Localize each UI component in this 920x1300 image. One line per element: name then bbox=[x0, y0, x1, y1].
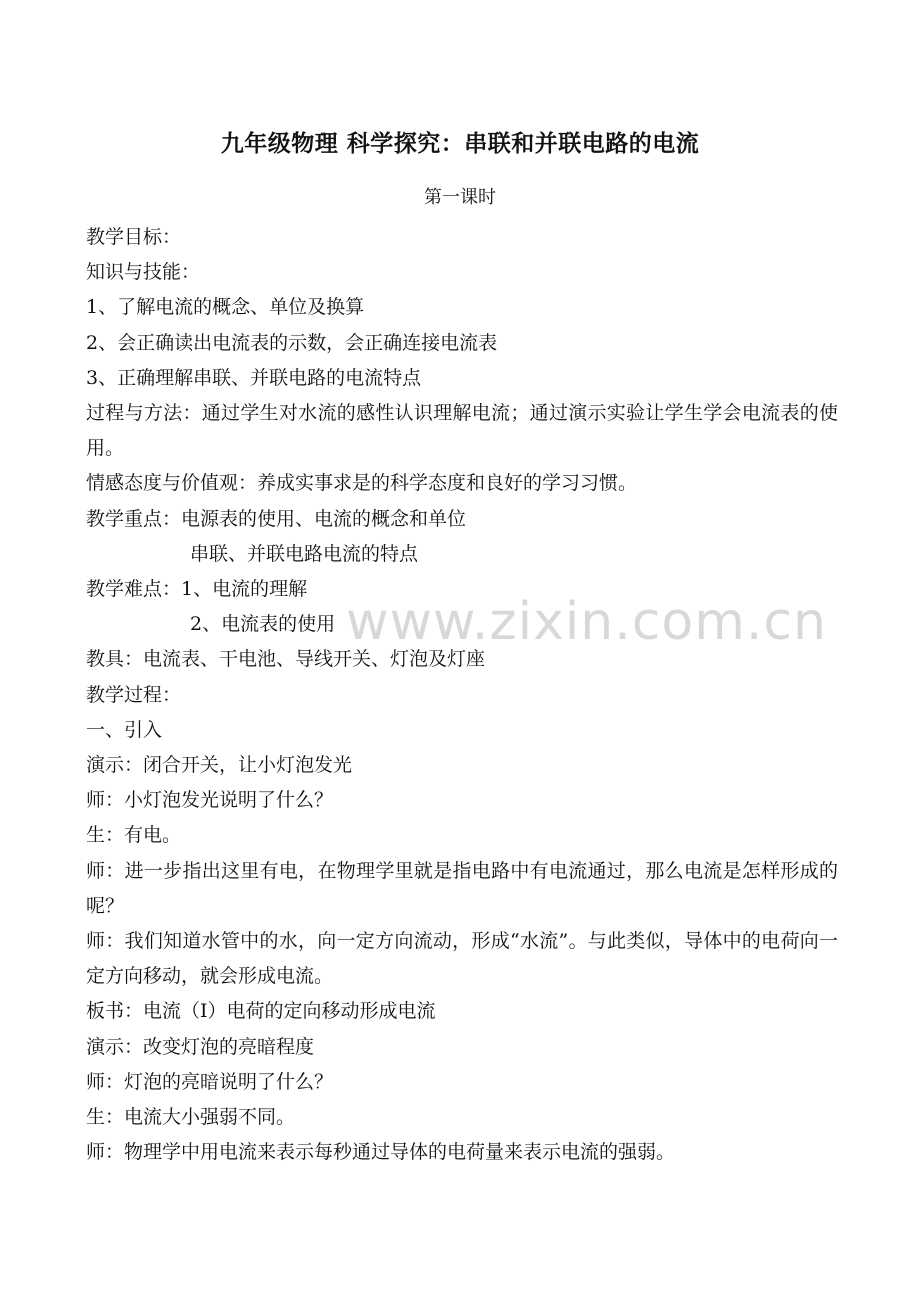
objective-item: 2、会正确读出电流表的示数，会正确连接电流表 bbox=[86, 331, 498, 354]
dialogue-line: 师：物理学中用电流来表示每秒通过导体的电荷量来表示电流的强弱。 bbox=[86, 1141, 676, 1164]
difficult-points-continued: 2、电流表的使用 bbox=[190, 613, 336, 636]
dialogue-paragraph: 师：进一步指出这里有电，在物理学里就是指电路中有电流通过，那么电流是怎样形成的呢？ bbox=[86, 859, 838, 917]
difficult-points: 教学难点：1、电流的理解 bbox=[86, 578, 308, 601]
dialogue-line: 生：电流大小强弱不同。 bbox=[86, 1106, 296, 1129]
dialogue-line: 师：小灯泡发光说明了什么？ bbox=[86, 789, 334, 812]
process-method-paragraph: 过程与方法：通过学生对水流的感性认识理解电流；通过演示实验让学生学会电流表的使用。 bbox=[86, 402, 838, 460]
key-points-continued: 串联、并联电路电流的特点 bbox=[190, 542, 419, 565]
document-title: 九年级物理 科学探究：串联和并联电路的电流 bbox=[220, 131, 700, 157]
dialogue-line: 师：灯泡的亮暗说明了什么？ bbox=[86, 1070, 334, 1093]
watermark: www.zixin.com.cn bbox=[346, 592, 827, 652]
board-note: 板书：电流（I）电荷的定向移动形成电流 bbox=[86, 1000, 436, 1023]
attitude-paragraph: 情感态度与价值观：养成实事求是的科学态度和良好的学习习惯。 bbox=[86, 472, 638, 495]
dialogue-line: 演示：改变灯泡的亮暗程度 bbox=[86, 1035, 315, 1058]
key-points: 教学重点：电源表的使用、电流的概念和单位 bbox=[86, 507, 467, 530]
objective-item: 3、正确理解串联、并联电路的电流特点 bbox=[86, 366, 422, 389]
section-heading-process: 教学过程： bbox=[86, 683, 182, 706]
document-body bbox=[86, 220, 838, 1170]
dialogue-line: 生：有电。 bbox=[86, 824, 182, 847]
objective-item: 1、了解电流的概念、单位及换算 bbox=[86, 296, 365, 319]
teaching-aids: 教具：电流表、干电池、导线开关、灯泡及灯座 bbox=[86, 648, 486, 671]
section-heading-objectives: 教学目标： bbox=[86, 226, 182, 248]
dialogue-paragraph: 师：我们知道水管中的水，向一定方向流动，形成“水流”。与此类似，导体中的电荷向一定方向移动，就会形成电流。 bbox=[86, 930, 838, 988]
subsection-heading-knowledge: 知识与技能： bbox=[86, 261, 201, 284]
dialogue-line: 演示：闭合开关，让小灯泡发光 bbox=[86, 754, 353, 777]
document-subtitle: 第一课时 bbox=[424, 187, 496, 208]
section-heading-introduction: 一、引入 bbox=[86, 718, 163, 741]
